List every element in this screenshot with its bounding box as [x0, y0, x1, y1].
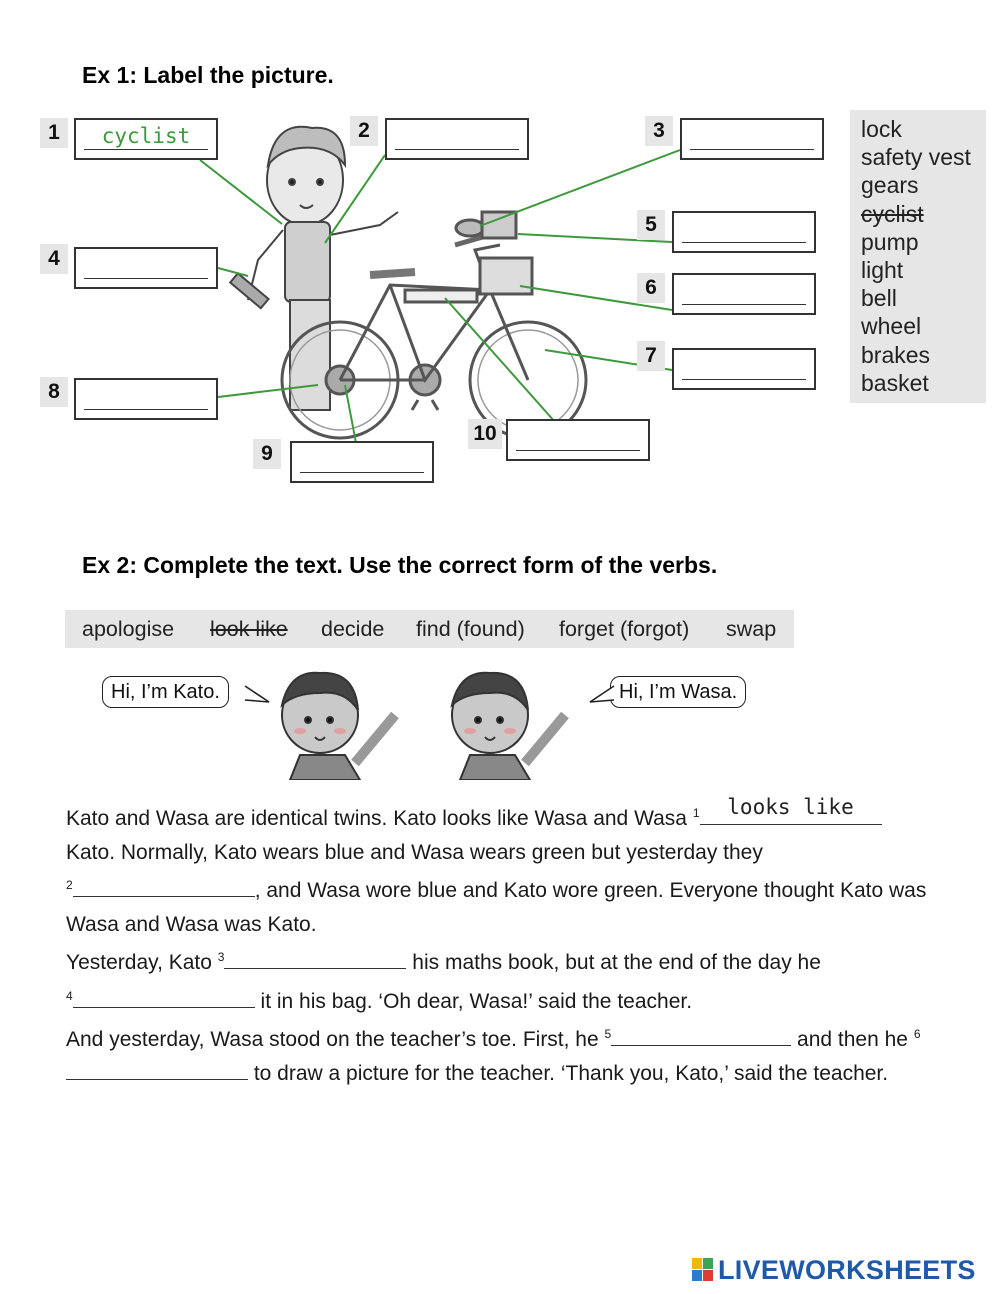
label-number-10: 10: [468, 419, 502, 449]
p2-text-b: his maths book, but at the end of the day he: [406, 951, 821, 974]
label-number-3: 3: [645, 116, 673, 146]
p3-text-a: And yesterday, Wasa stood on the teacher’s toe. First, he: [66, 1028, 605, 1051]
label-box-7: [672, 348, 816, 390]
word-bank-item: brakes: [861, 341, 931, 368]
word-bank-item: safety vest: [861, 144, 971, 171]
word-bank-item: bell: [861, 285, 897, 312]
liveworksheets-logo[interactable]: LIVEWORKSHEETS: [718, 1255, 976, 1285]
ex1-heading: Ex 1: Label the picture.: [82, 62, 334, 88]
word-bank-item: gears: [861, 172, 919, 199]
blank-number-6: 6: [913, 1027, 921, 1041]
blank-2-input[interactable]: [73, 871, 259, 895]
label-box-8: [74, 378, 218, 420]
blank-5: [611, 1023, 791, 1046]
label-box-2: [385, 118, 529, 160]
blank-3: [224, 946, 406, 969]
label-box-10: [506, 419, 650, 461]
blank-6-input[interactable]: [66, 1054, 252, 1078]
label-box-9: [290, 441, 434, 483]
blank-number-1: 1: [692, 806, 700, 820]
twin-wasa: [452, 673, 565, 780]
label-input-6[interactable]: [682, 279, 806, 307]
label-answer-1: cyclist: [101, 124, 191, 148]
word-bank: [850, 110, 986, 403]
speech-bubble-wasa: Hi, I’m Wasa.: [610, 676, 746, 708]
label-box-5: [672, 211, 816, 253]
label-box-4: [74, 247, 218, 289]
p2-text-a: Yesterday, Kato: [66, 951, 218, 974]
speech-bubble-kato: Hi, I’m Kato.: [102, 676, 229, 708]
label-number-7: 7: [637, 341, 665, 371]
p3-text-c: to draw a picture for the teacher. ‘Thank you, Kato,’ said the teacher.: [248, 1061, 889, 1085]
blank-3-input[interactable]: [224, 943, 410, 967]
verb-bank: [65, 610, 794, 648]
blank-number-5: 5: [604, 1027, 612, 1041]
word-bank-item: wheel: [861, 313, 922, 340]
label-number-1: 1: [40, 118, 68, 148]
label-number-9: 9: [253, 439, 281, 469]
label-input-4[interactable]: [84, 253, 208, 281]
blank-number-2: 2: [66, 878, 73, 892]
p1-text-a: Kato and Wasa are identical twins. Kato looks like Wasa and Wasa: [66, 807, 693, 830]
label-box-3: [680, 118, 824, 160]
label-input-3[interactable]: [690, 124, 814, 152]
label-input-9[interactable]: [300, 447, 424, 475]
word-bank-item-struck: cyclist: [861, 200, 924, 227]
paragraph-3: [66, 1018, 981, 1090]
label-number-6: 6: [637, 273, 665, 303]
paragraph-2: [66, 941, 981, 1018]
label-number-4: 4: [40, 244, 68, 274]
blank-number-4: 4: [66, 988, 73, 1003]
paragraph-1: [66, 794, 981, 941]
word-bank-item: basket: [861, 369, 929, 396]
blank-1-answer: looks like: [727, 794, 854, 819]
blank-2: [73, 874, 255, 897]
word-bank-item: pump: [861, 228, 919, 255]
blank-6: [66, 1057, 248, 1080]
label-input-8[interactable]: [84, 384, 208, 412]
verb-item: apologise: [82, 617, 175, 641]
label-input-10[interactable]: [516, 425, 640, 453]
p1-text-b: Kato. Normally, Kato wears blue and Wasa wears green but yesterday they: [66, 840, 763, 864]
label-input-5[interactable]: [682, 217, 806, 245]
verb-item: decide: [321, 617, 385, 641]
ex2-heading: Ex 2: Complete the text. Use the correct form of the verbs.: [82, 552, 718, 578]
blank-4: [73, 985, 255, 1008]
twins-illustration: [260, 665, 600, 780]
word-bank-item: light: [861, 257, 904, 284]
verb-item: swap: [726, 617, 777, 641]
blank-number-3: 3: [217, 950, 225, 964]
label-number-8: 8: [40, 377, 68, 407]
label-box-6: [672, 273, 816, 315]
verb-item: find (found): [416, 617, 525, 641]
twin-kato: [282, 673, 395, 780]
blank-1: [700, 794, 882, 825]
label-box-1: [74, 118, 218, 160]
p3-text-b: and then he: [791, 1028, 914, 1051]
boy-figure: [230, 127, 398, 410]
p2-text-c: it in his bag. ‘Oh dear, Wasa!’ said the teacher.: [254, 989, 693, 1013]
blank-5-input[interactable]: [611, 1020, 795, 1044]
word-bank-item: lock: [861, 116, 902, 142]
label-number-2: 2: [350, 116, 378, 146]
verb-item: forget (forgot): [559, 617, 690, 641]
p1-text-c: , and Wasa wore blue and Kato wore green. Everyone thought Kato was Wasa and Wasa was Kato.: [66, 879, 927, 936]
label-input-7[interactable]: [682, 354, 806, 382]
verb-item-struck: look like: [210, 617, 288, 641]
label-number-5: 5: [637, 210, 665, 240]
liveworksheets-logo-icon: [692, 1258, 714, 1282]
label-input-2[interactable]: [395, 124, 519, 152]
blank-4-input[interactable]: [73, 982, 259, 1006]
